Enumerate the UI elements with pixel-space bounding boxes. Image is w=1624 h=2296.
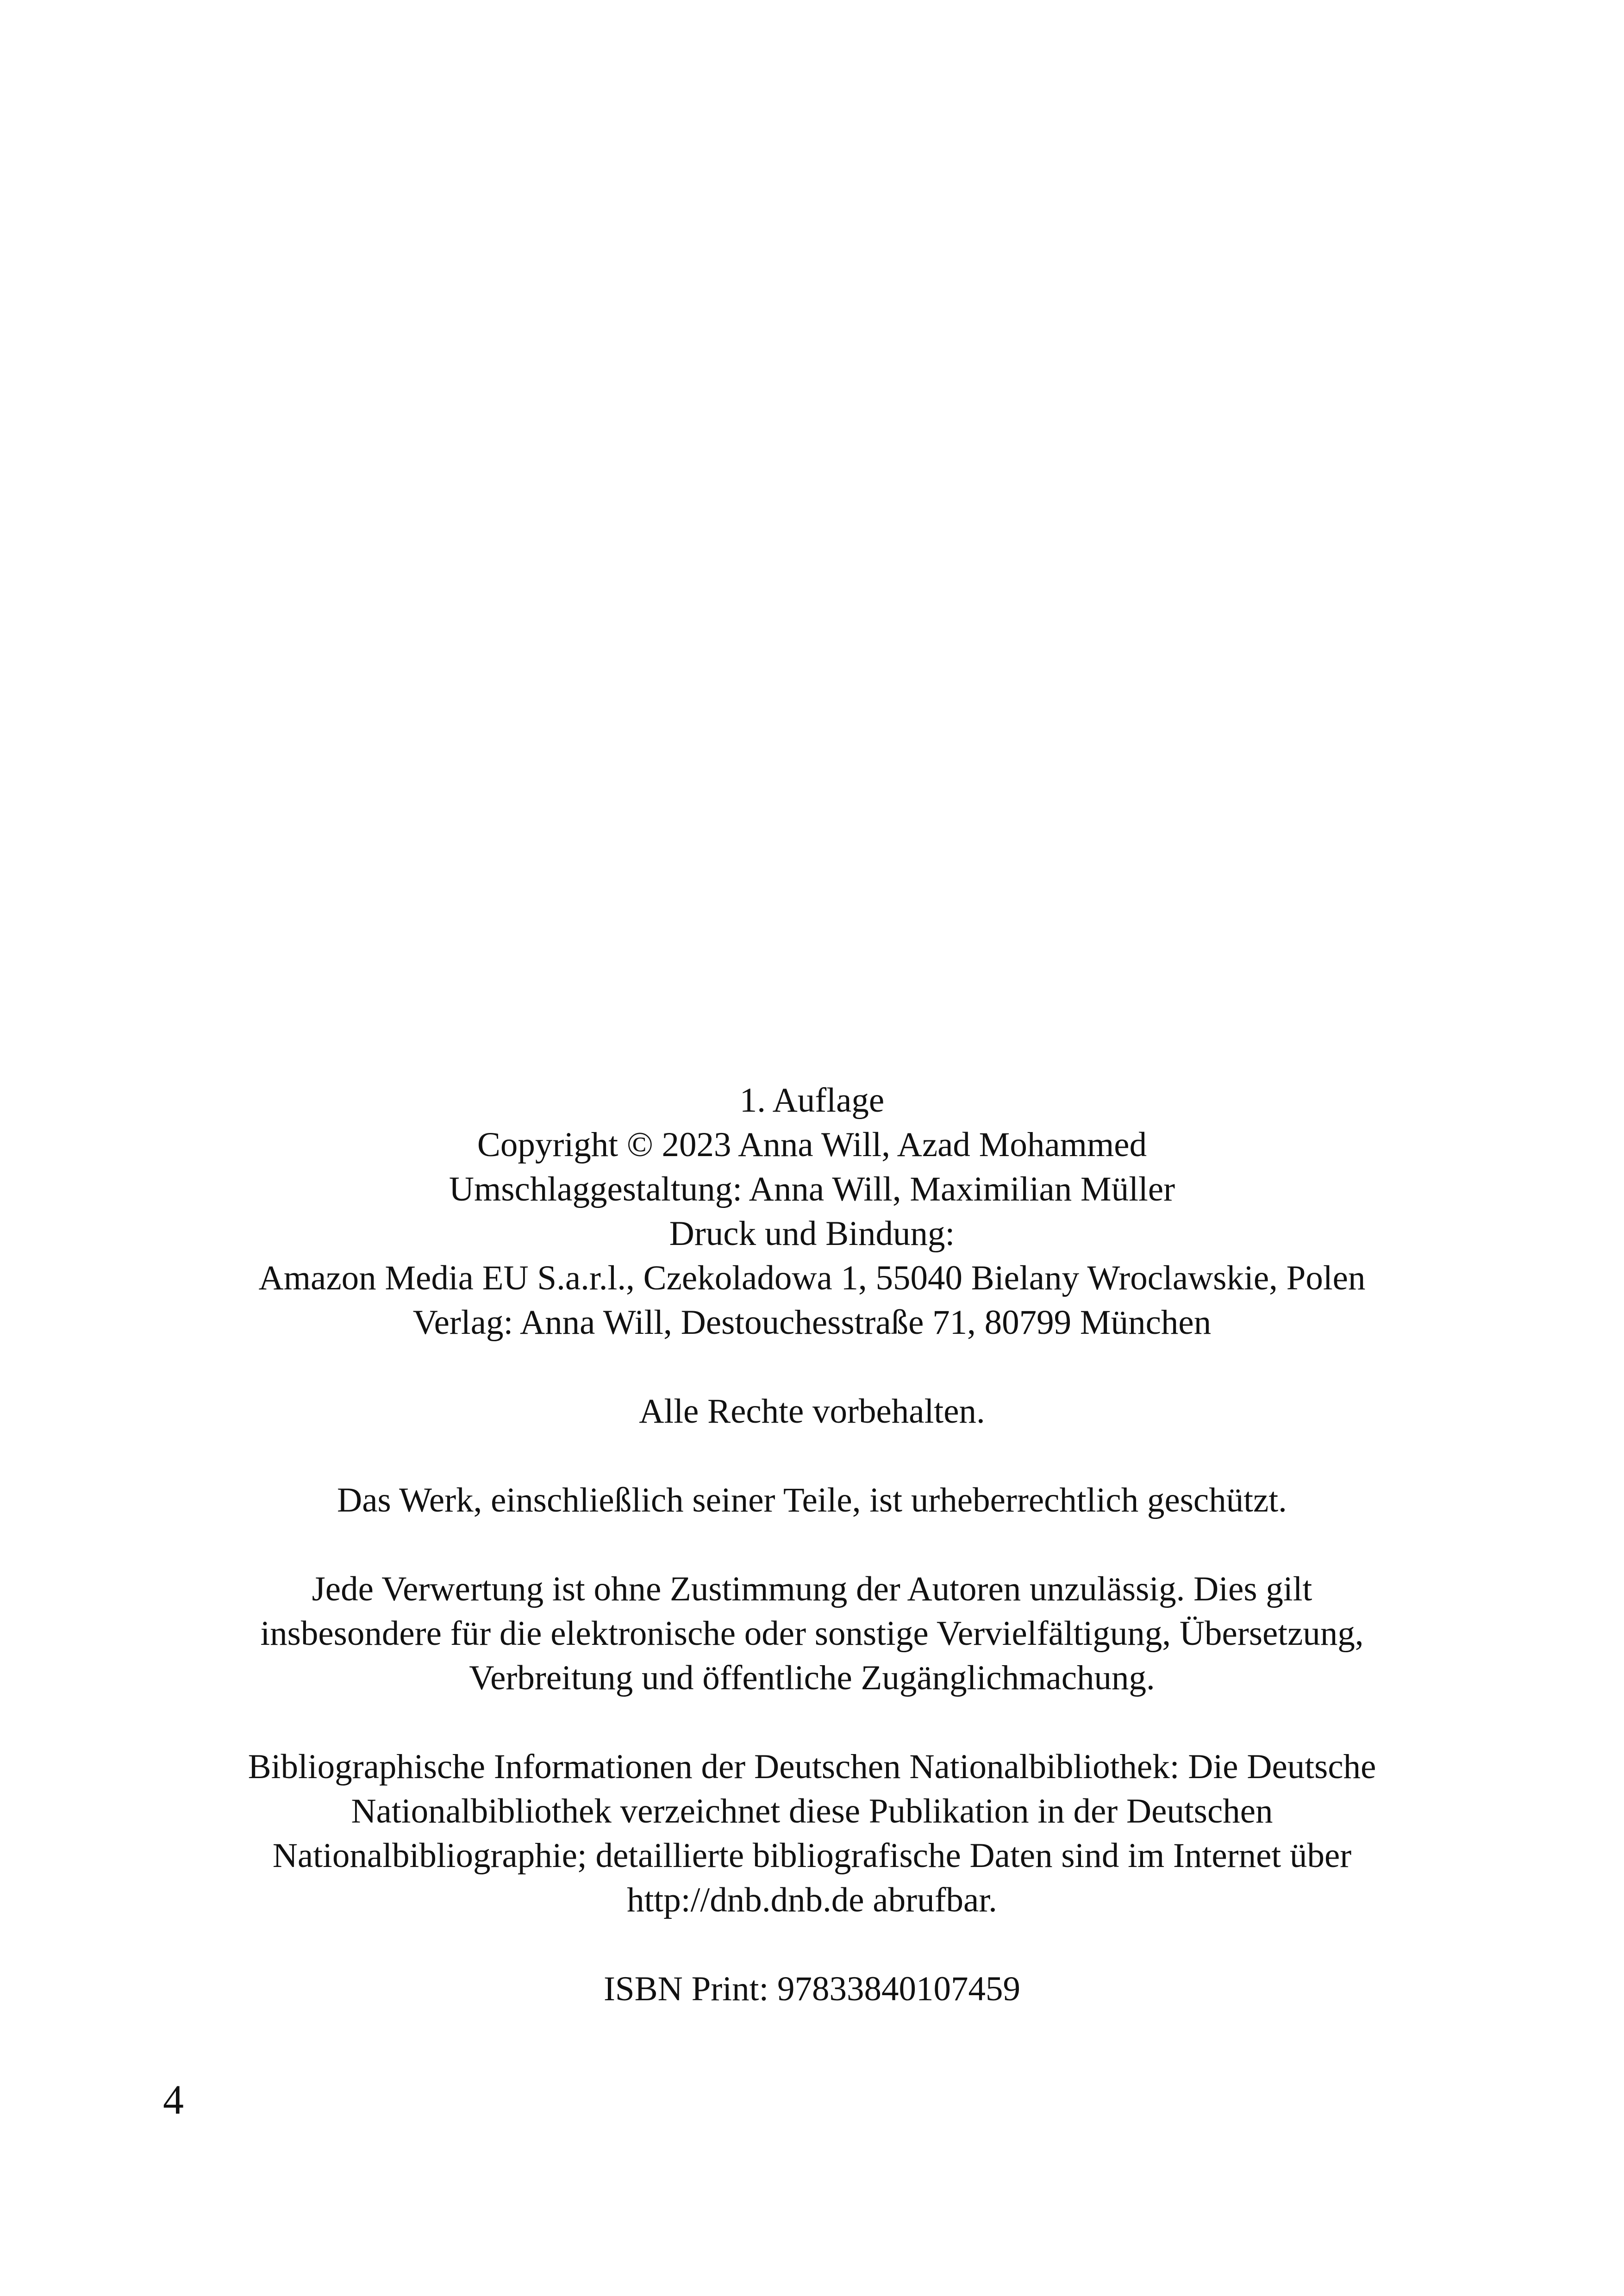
bibliographic-line: Nationalbibliographie; detaillierte bibliografische Daten sind im Internet über <box>272 1836 1352 1875</box>
spacer <box>139 1923 1485 1967</box>
printer-address-line: Amazon Media EU S.a.r.l., Czekoladowa 1, 55040 Bielany Wroclawskie, Polen <box>258 1259 1366 1297</box>
spacer <box>139 1434 1485 1478</box>
usage-notice-paragraph <box>139 1567 1485 1700</box>
bibliographic-paragraph <box>139 1745 1485 1923</box>
isbn-paragraph <box>139 1967 1485 2011</box>
rights-paragraph <box>139 1389 1485 1434</box>
copyright-line: Copyright © 2023 Anna Will, Azad Mohammed <box>477 1126 1147 1164</box>
bibliographic-line: Bibliographische Informationen der Deutschen Nationalbibliothek: Die Deutsche <box>248 1748 1376 1786</box>
usage-notice-line: insbesondere für die elektronische oder sonstige Vervielfältigung, Übersetzung, <box>260 1614 1364 1653</box>
spacer <box>139 1700 1485 1745</box>
page-number: 4 <box>163 2077 184 2123</box>
imprint-block <box>139 1078 1485 2011</box>
print-heading-line: Druck und Bindung: <box>669 1214 955 1253</box>
spacer <box>139 1345 1485 1389</box>
protection-paragraph <box>139 1478 1485 1523</box>
bibliographic-line: Nationalbibliothek verzeichnet diese Publikation in der Deutschen <box>351 1792 1273 1830</box>
bibliographic-line: http://dnb.dnb.de abrufbar. <box>627 1881 997 1919</box>
usage-notice-line: Jede Verwertung ist ohne Zustimmung der Autoren unzulässig. Dies gilt <box>312 1570 1312 1608</box>
publisher-line: Verlag: Anna Will, Destouchesstraße 71, 80799 München <box>412 1303 1212 1342</box>
usage-notice-line: Verbreitung und öffentliche Zugänglichmachung. <box>469 1659 1155 1697</box>
spacer <box>139 1523 1485 1567</box>
isbn-line: ISBN Print: 97833840107459 <box>603 1970 1021 2008</box>
publication-details <box>139 1078 1485 1345</box>
protection-line: Das Werk, einschließlich seiner Teile, ist urheberrechtlich geschützt. <box>337 1481 1287 1519</box>
rights-line: Alle Rechte vorbehalten. <box>639 1392 985 1431</box>
cover-design-line: Umschlaggestaltung: Anna Will, Maximilian Müller <box>449 1170 1175 1208</box>
edition-line: 1. Auflage <box>739 1081 885 1120</box>
